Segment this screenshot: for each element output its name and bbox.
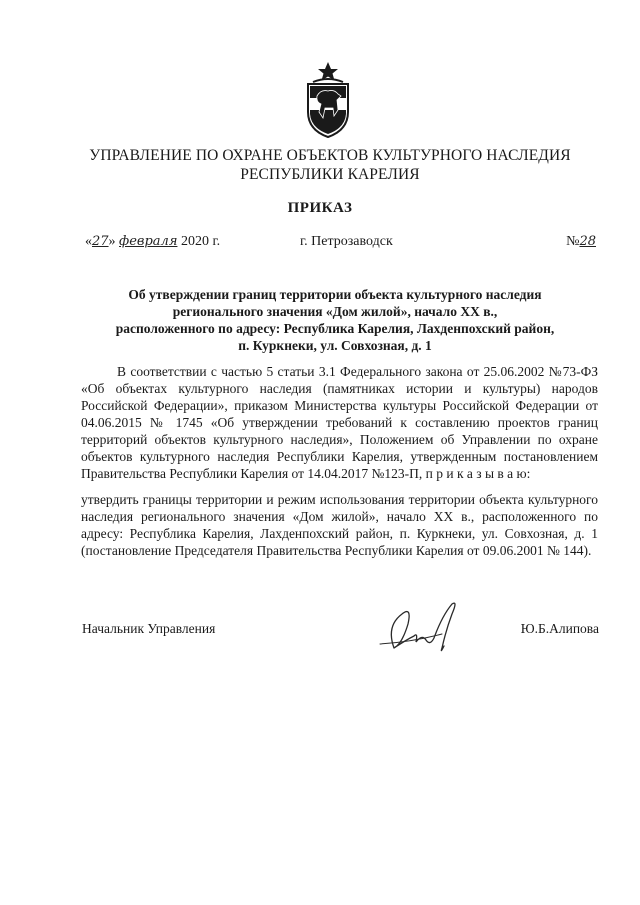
organization-name [60, 146, 600, 184]
document-city: г. Петрозаводск [300, 234, 393, 249]
document-meta-row [85, 232, 600, 254]
subject-line-2: регионального значения «Дом жилой», начало XX в., [172, 304, 498, 319]
subject-line-4: п. Куркнеки, ул. Совхозная, д. 1 [238, 338, 432, 353]
subject-line-3: расположенного по адресу: Республика Карелия, Лахденпохский район, [115, 321, 555, 336]
signatory-name: Ю.Б.Алипова [520, 621, 599, 636]
number-sign: № [566, 234, 580, 249]
order-subject [85, 286, 585, 354]
document-type-title: ПРИКАЗ [287, 200, 353, 216]
date-close-quote: » [108, 234, 116, 249]
subject-line-1: Об утверждении границ территории объекта культурного наследия [128, 287, 542, 302]
date-month: февраля [119, 234, 178, 249]
body-paragraph-basis: В соответствии с частью 5 статьи 3.1 Федерального закона от 25.06.2002 №73-ФЗ «Об объектах культурного наследия (памятниках истории и культуры) народов Российской Федерации», приказом Министерства культуры Российской Федерации от 04.06.2015 № 1745 «Об утверждении требований к составлению проектов границ территорий объектов культурного наследия», Положением об Управлении по охране объектов культурного наследия Республики Карелия, утвержденным постановлением Правительства Республики Карелия от 14.04.2017 №123-П, п р и к а з ы в а ю: [81, 364, 598, 481]
organization-line-1: УПРАВЛЕНИЕ ПО ОХРАНЕ ОБЪЕКТОВ КУЛЬТУРНОГО НАСЛЕДИЯ [89, 147, 571, 164]
signatory-position: Начальник Управления [82, 621, 216, 636]
signature-block [82, 618, 600, 678]
organization-line-2: РЕСПУБЛИКИ КАРЕЛИЯ [240, 166, 420, 183]
date-year: 2020 г. [180, 234, 221, 249]
coat-of-arms-icon [303, 62, 353, 138]
document-number [566, 234, 596, 250]
date-open-quote: « [85, 234, 92, 249]
number-value: 28 [579, 234, 596, 249]
date-day: 27 [92, 234, 109, 249]
handwritten-signature [372, 596, 472, 656]
body-paragraph-decision: утвердить границы территории и режим использования территории объекта культурного наследия регионального значения «Дом жилой», начало XX в., расположенного по адресу: Республика Карелия, Лахденпохский район, п. Куркнеки, ул. Совхозная, д. 1 (постановление Председателя Правительства Республики Карелия от 09.06.2001 № 144). [81, 492, 598, 558]
document-date [85, 234, 220, 250]
